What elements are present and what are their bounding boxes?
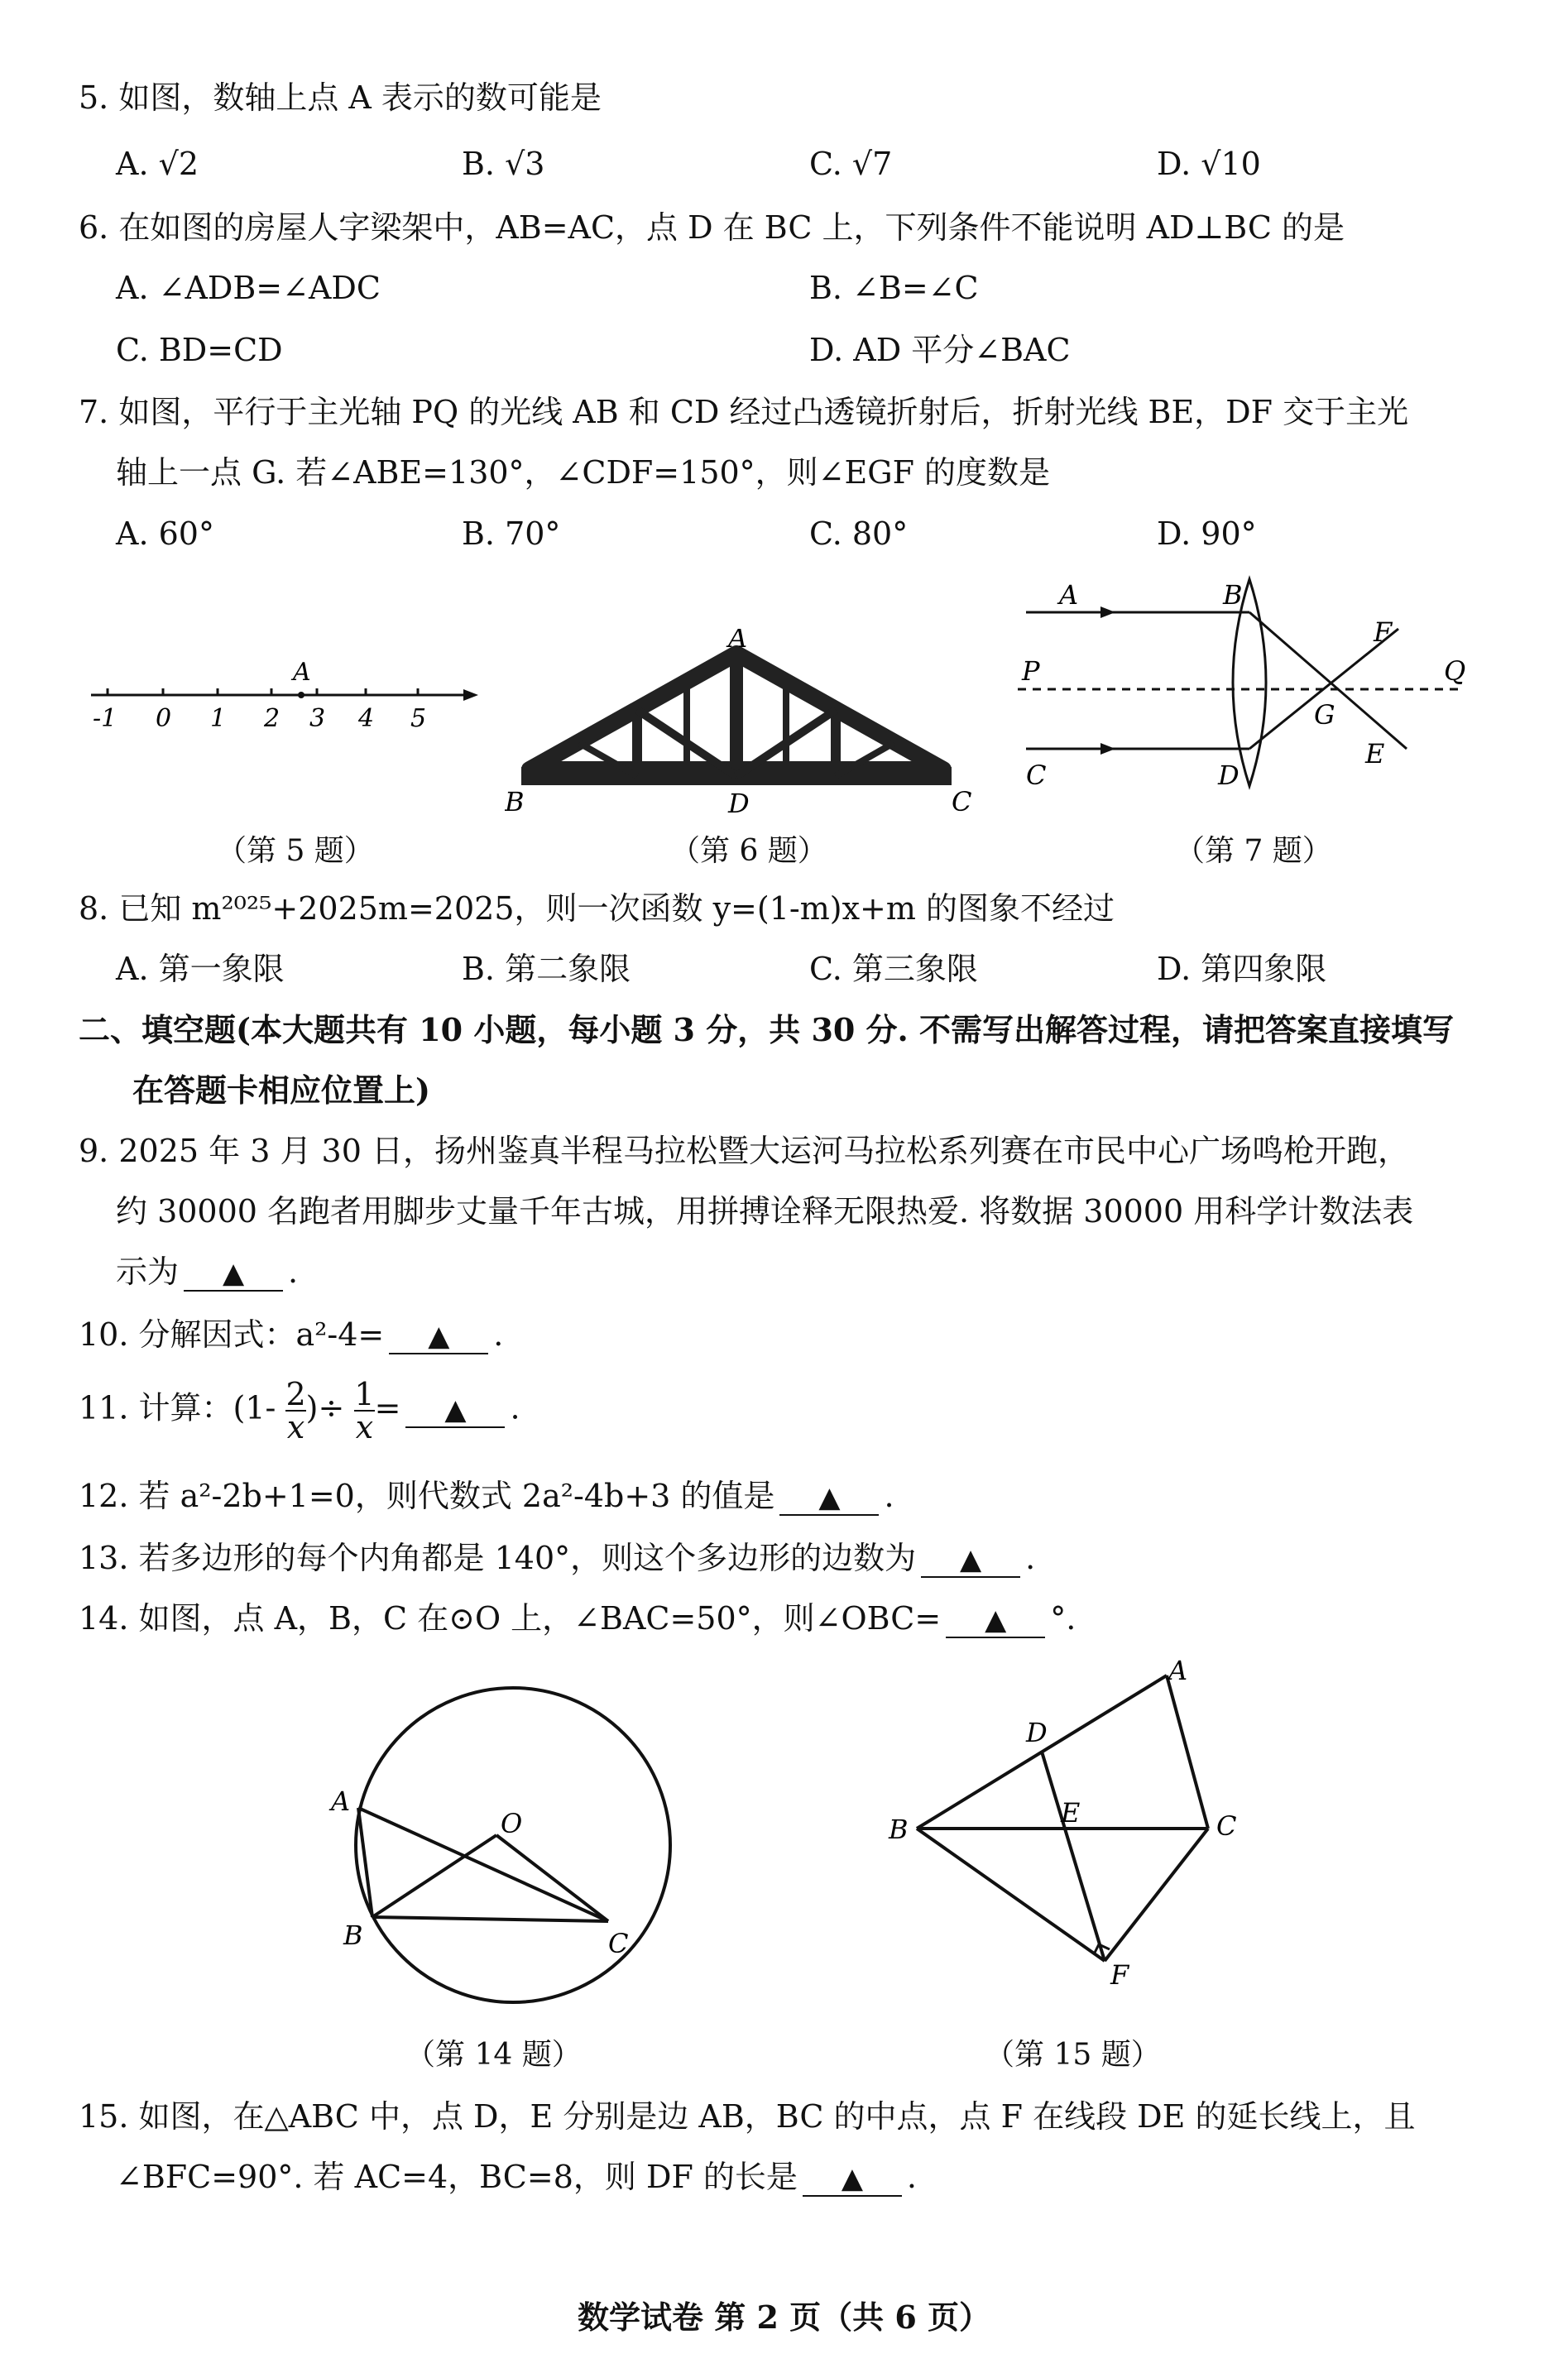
q7-option-b: B. 70°	[462, 515, 561, 552]
q6-option-a: A. ∠ADB=∠ADC	[116, 270, 381, 306]
point-a-label: A	[1168, 1655, 1188, 1686]
q7-option-d: D. 90°	[1157, 515, 1257, 552]
point-d-label: D	[1218, 760, 1240, 791]
q8-option-c: C. 第三象限	[809, 951, 978, 987]
q11	[79, 1378, 520, 1453]
q11-suffix: .	[510, 1389, 520, 1426]
q12-text: 12. 若 a²-2b+1=0，则代数式 2a²-4b+3 的值是	[79, 1478, 775, 1514]
answer-blank[interactable]: ▲	[921, 1543, 1020, 1578]
fraction	[285, 1378, 305, 1443]
tick-label: 4	[358, 704, 375, 733]
q6-caption: （第 6 题）	[670, 834, 827, 868]
fraction-numerator: 2	[285, 1376, 306, 1412]
point-b-label: B	[1223, 579, 1243, 611]
vertex-c-label: C	[952, 786, 972, 817]
point-p-label: P	[1022, 655, 1040, 687]
tick-label: 0	[156, 704, 172, 733]
q7-option-c: C. 80°	[809, 515, 909, 552]
q9-line2: 约 30000 名跑者用脚步丈量千年古城，用拼搏诠释无限热爱. 将数据 30000 用科学计数法表	[116, 1193, 1414, 1230]
point-f-label: F	[1374, 616, 1393, 648]
q7-stem-line2: 轴上一点 G. 若∠ABE=130°，∠CDF=150°，则∠EGF 的度数是	[116, 454, 1051, 491]
point-b-label: B	[343, 1920, 363, 1951]
section-heading-line2: 在答题卡相应位置上)	[132, 1071, 430, 1109]
q5-option-c: C. √7	[809, 146, 893, 182]
vertex-a-label: A	[728, 629, 748, 654]
q6-option-d: D. AD 平分∠BAC	[809, 332, 1071, 368]
q7-option-a: A. 60°	[116, 515, 214, 552]
q10-suffix: .	[493, 1316, 504, 1353]
point-q-label: Q	[1444, 655, 1466, 687]
q7-caption: （第 7 题）	[1175, 834, 1332, 868]
q13	[79, 1539, 1035, 1578]
tick-label: 2	[264, 704, 281, 733]
q10	[79, 1316, 503, 1354]
answer-blank[interactable]: ▲	[779, 1481, 879, 1516]
fraction-denominator: x	[286, 1409, 305, 1445]
page-footer: 数学试卷 第 2 页（共 6 页）	[577, 2298, 991, 2336]
point-e-label: E	[1061, 1797, 1081, 1829]
q8-stem: 8. 已知 m²⁰²⁵+2025m=2025，则一次函数 y=(1-m)x+m 的图象不经过	[79, 890, 1115, 927]
q9-line3	[116, 1253, 298, 1292]
tick-label: 5	[410, 704, 427, 733]
q6-option-c: C. BD=CD	[116, 332, 283, 368]
q5-number-line-figure	[83, 645, 480, 745]
q11-mid: )÷	[305, 1389, 345, 1426]
point-o-label: O	[501, 1808, 523, 1839]
point-a-label: A	[1059, 579, 1079, 611]
vertex-d-label: D	[728, 788, 750, 819]
point-a-label: A	[293, 658, 311, 687]
point-b-label: B	[889, 1814, 909, 1845]
q9-line3-prefix: 示为	[116, 1254, 180, 1290]
answer-blank[interactable]: ▲	[946, 1603, 1045, 1638]
q6-stem: 6. 在如图的房屋人字梁架中，AB=AC，点 D 在 BC 上，下列条件不能说明 AD⊥BC 的是	[79, 209, 1345, 246]
q15-line1: 15. 如图，在△ABC 中，点 D，E 分别是边 AB，BC 的中点，点 F 在线段 DE 的延长线上，且	[79, 2098, 1416, 2135]
q8-option-d: D. 第四象限	[1157, 951, 1327, 987]
q11-eq: =	[374, 1389, 401, 1426]
answer-blank[interactable]: ▲	[803, 2162, 902, 2197]
q14	[79, 1599, 1076, 1638]
q15-line2	[116, 2158, 917, 2197]
point-f-label: F	[1110, 1959, 1129, 1991]
q5-option-d: D. √10	[1157, 146, 1261, 182]
q13-text: 13. 若多边形的每个内角都是 140°，则这个多边形的边数为	[79, 1540, 917, 1576]
q15-line2-text: ∠BFC=90°. 若 AC=4，BC=8，则 DF 的长是	[116, 2159, 798, 2195]
q14-text: 14. 如图，点 A，B，C 在⊙O 上，∠BAC=50°，则∠OBC=	[79, 1600, 942, 1637]
q11-prefix: 11. 计算：(1-	[79, 1389, 276, 1426]
vertex-b-label: B	[505, 786, 525, 817]
q12-suffix: .	[884, 1478, 894, 1514]
q6-truss-figure	[505, 629, 985, 819]
tick-label: 3	[309, 704, 326, 733]
q15-line2-suffix: .	[906, 2159, 917, 2195]
answer-blank[interactable]: ▲	[389, 1320, 488, 1354]
q13-suffix: .	[1025, 1540, 1036, 1576]
q6-option-b: B. ∠B=∠C	[809, 270, 979, 306]
q7-stem-line1: 7. 如图，平行于主光轴 PQ 的光线 AB 和 CD 经过凸透镜折射后，折射光线 BE，DF 交于主光	[79, 394, 1409, 430]
point-e-label: E	[1365, 738, 1385, 769]
q9-line3-suffix: .	[288, 1254, 299, 1290]
q8-option-b: B. 第二象限	[462, 951, 631, 987]
q5-option-b: B. √3	[462, 146, 545, 182]
point-c-label: C	[608, 1928, 629, 1959]
q7-lens-figure	[1001, 571, 1498, 819]
fraction-numerator: 1	[354, 1376, 375, 1412]
fraction	[354, 1378, 374, 1443]
fraction-denominator: x	[355, 1409, 374, 1445]
q14-suffix: °.	[1050, 1600, 1077, 1637]
q5-stem: 5. 如图，数轴上点 A 表示的数可能是	[79, 79, 602, 116]
q14-circle-figure	[323, 1671, 687, 2019]
answer-blank[interactable]: ▲	[184, 1257, 283, 1292]
point-d-label: D	[1026, 1717, 1048, 1748]
q10-text: 10. 分解因式：a²-4=	[79, 1316, 385, 1353]
point-a-label: A	[331, 1786, 351, 1817]
answer-blank[interactable]: ▲	[405, 1393, 505, 1428]
tick-label: -1	[93, 704, 117, 733]
q9-line1: 9. 2025 年 3 月 30 日，扬州鉴真半程马拉松暨大运河马拉松系列赛在市民中心广场鸣枪开跑，	[79, 1133, 1409, 1169]
q8-option-a: A. 第一象限	[116, 951, 285, 987]
point-g-label: G	[1314, 699, 1335, 731]
q5-option-a: A. √2	[116, 146, 199, 182]
q15-triangle-figure	[877, 1655, 1258, 2002]
point-c-label: C	[1026, 760, 1047, 791]
q14-caption: （第 14 题）	[405, 2038, 582, 2072]
tick-label: 1	[210, 704, 227, 733]
q12	[79, 1477, 894, 1516]
q5-caption: （第 5 题）	[217, 834, 374, 868]
section-heading-line1: 二、填空题(本大题共有 10 小题，每小题 3 分，共 30 分. 不需写出解答过程，请把答案直接填写	[79, 1011, 1455, 1048]
point-c-label: C	[1216, 1810, 1237, 1842]
q15-caption: （第 15 题）	[985, 2038, 1161, 2072]
